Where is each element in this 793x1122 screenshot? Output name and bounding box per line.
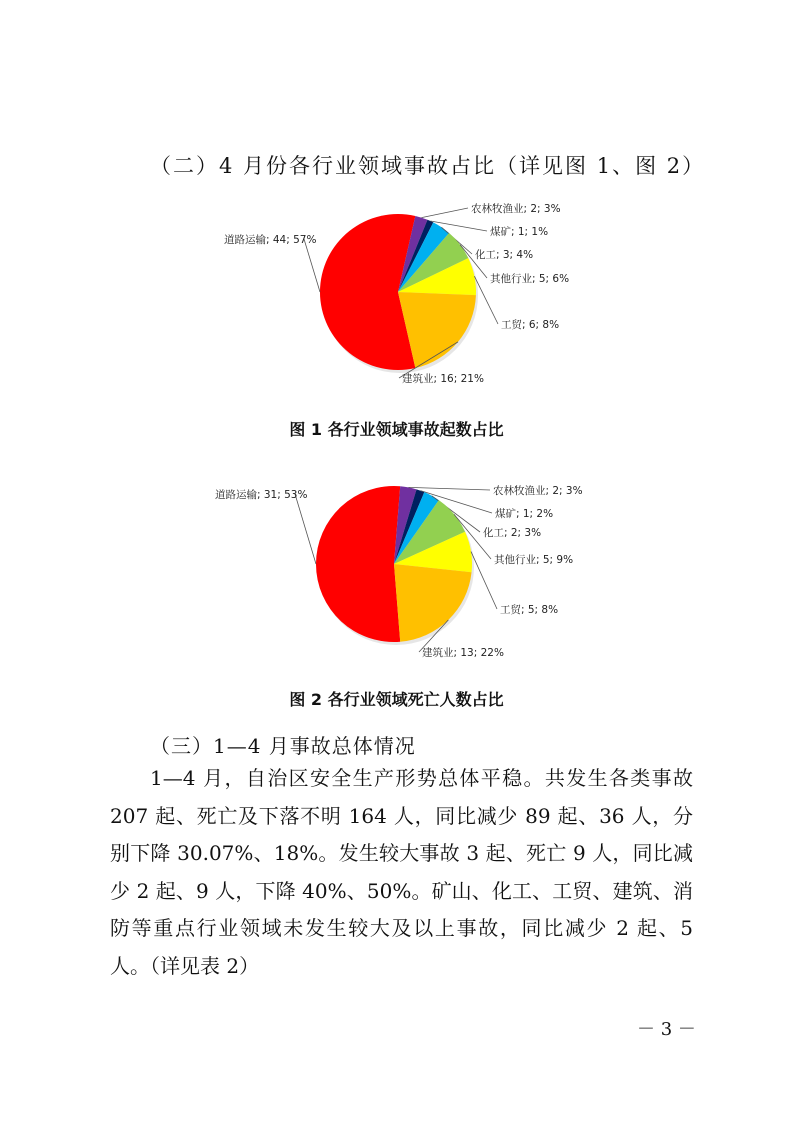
slice-label: 煤矿; 1; 2% [495, 508, 554, 520]
slice-label: 道路运输; 44; 57% [224, 234, 317, 246]
slice-label: 农林牧渔业; 2; 3% [471, 203, 561, 215]
figure-2-caption: 图 2 各行业领域死亡人数占比 [289, 690, 504, 709]
pie-slice [316, 486, 400, 642]
page-number: － 3 － [637, 1019, 696, 1040]
slice-label: 工贸; 6; 8% [501, 319, 560, 331]
label-leader-line [422, 208, 469, 218]
section-heading-3: （三）1—4 月事故总体情况 [150, 734, 416, 758]
pie-chart-fatalities [106, 462, 692, 670]
slice-label: 农林牧渔业; 2; 3% [493, 485, 583, 497]
figure-1-caption: 图 1 各行业领域事故起数占比 [289, 420, 504, 439]
pie-slice [394, 564, 472, 642]
label-leader-line [409, 487, 491, 490]
summary-paragraph: 1—4 月，自治区安全生产形势总体平稳。共发生各类事故 207 起、死亡及下落不明 164 人，同比减少 89 起、36 人，分别下降 30.07%、18%。发生较大事故 3 起、死亡 9 人，同比减少 2 起、9 人，下降 40%、50%。矿山、化工、工贸、建筑、消防等重点行业领域未发生较大及以上事故，同比减少 2 起、5 人。（详见表 2） [110, 766, 693, 978]
slice-label: 煤矿; 1; 1% [490, 226, 549, 238]
label-leader-line [304, 239, 320, 292]
slice-label: 道路运输; 31; 53% [215, 489, 308, 501]
slice-label: 其他行业; 5; 9% [494, 554, 574, 566]
label-leader-line [295, 494, 316, 564]
pie-chart-accident-counts [106, 190, 692, 398]
slice-label: 化工; 2; 3% [483, 527, 542, 539]
section-heading-2: （二）4 月份各行业领域事故占比（详见图 1、图 2） [150, 154, 706, 178]
slice-label: 其他行业; 5; 6% [490, 273, 570, 285]
slice-label: 工贸; 5; 8% [500, 604, 559, 616]
slice-label: 建筑业; 16; 21% [402, 373, 484, 385]
slice-label: 化工; 3; 4% [475, 249, 534, 261]
slice-label: 建筑业; 13; 22% [422, 647, 504, 659]
